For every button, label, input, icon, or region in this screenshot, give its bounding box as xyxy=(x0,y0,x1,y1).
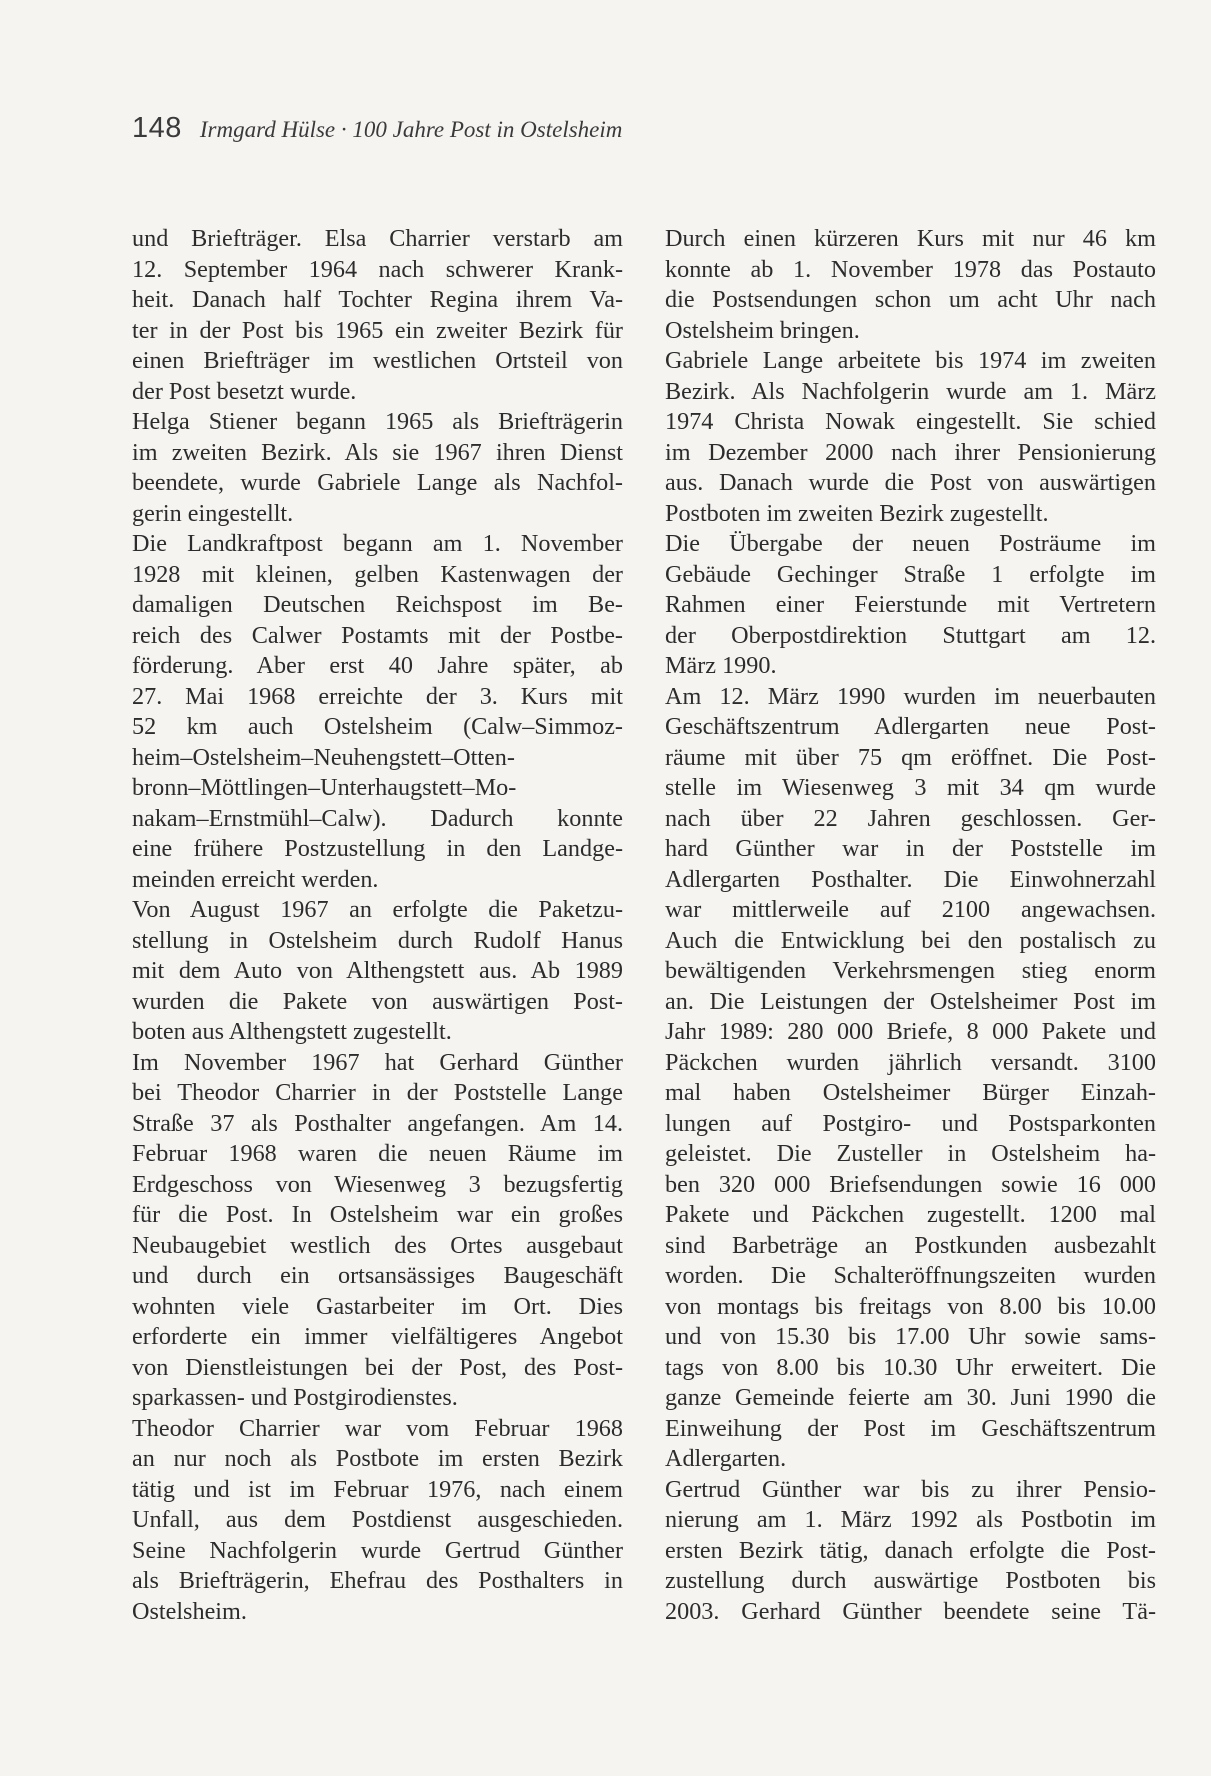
text-line: 1928 mit kleinen, gelben Kastenwagen der xyxy=(132,560,623,588)
text-line: stelle im Wiesenweg 3 mit 34 qm wurde xyxy=(665,774,1156,801)
text-line: Ostelsheim. xyxy=(132,1597,247,1625)
text-line: damaligen Deutschen Reichspost im Be- xyxy=(132,591,623,618)
text-line: meinden erreicht werden. xyxy=(132,865,379,893)
text-line: Postboten im zweiten Bezirk zugestellt. xyxy=(665,499,1049,527)
text-line: März 1990. xyxy=(665,652,777,679)
paragraph xyxy=(132,529,623,895)
text-line: Die Übergabe der neuen Posträume im xyxy=(665,530,1156,557)
text-line: mit dem Auto von Althengstett aus. Ab 1989 xyxy=(132,957,623,984)
text-line: zustellung durch auswärtige Postboten bis xyxy=(665,1567,1156,1594)
text-line: Durch einen kürzeren Kurs mit nur 46 km xyxy=(665,225,1156,252)
text-line: boten aus Althengstett zugestellt. xyxy=(132,1018,452,1045)
text-line: 2003. Gerhard Günther beendete seine Tä- xyxy=(665,1597,1156,1625)
page-header xyxy=(132,112,622,145)
text-line: 12. September 1964 nach schwerer Krank- xyxy=(132,255,623,283)
text-line: Bezirk. Als Nachfolgerin wurde am 1. März xyxy=(665,377,1156,405)
text-line: als Briefträgerin, Ehefrau des Posthalters in xyxy=(132,1567,623,1594)
text-line: von montags bis freitags von 8.00 bis 10.00 xyxy=(665,1292,1156,1320)
text-line: Am 12. März 1990 wurden im neuerbauten xyxy=(665,682,1156,710)
text-line: Adlergarten Posthalter. Die Einwohnerzahl xyxy=(665,865,1156,893)
text-line: war mittlerweile auf 2100 angewachsen. xyxy=(665,896,1156,923)
text-line: bronn–Möttlingen–Unterhaugstett–Mo- xyxy=(132,774,517,801)
text-line: Straße 37 als Posthalter angefangen. Am 14. xyxy=(132,1109,623,1137)
text-line: eine frühere Postzustellung in den Landge- xyxy=(132,835,623,862)
text-line: Die Landkraftpost begann am 1. November xyxy=(132,530,623,557)
text-line: an. Die Leistungen der Ostelsheimer Post im xyxy=(665,987,1156,1015)
text-line: erforderte ein immer vielfältigeres Angebot xyxy=(132,1323,623,1350)
text-line: Päckchen wurden jährlich versandt. 3100 xyxy=(665,1048,1156,1076)
text-line: Gebäude Gechinger Straße 1 erfolgte im xyxy=(665,560,1156,588)
text-line: nakam–Ernstmühl–Calw). Dadurch konnte xyxy=(132,804,623,832)
text-line: reich des Calwer Postamts mit der Postbe- xyxy=(132,621,623,649)
text-line: nach über 22 Jahren geschlossen. Ger- xyxy=(665,804,1156,832)
text-line: bewältigenden Verkehrsmengen stieg enorm xyxy=(665,957,1156,984)
text-line: Erdgeschoss von Wiesenweg 3 bezugsfertig xyxy=(132,1170,623,1198)
text-line: Rahmen einer Feierstunde mit Vertretern xyxy=(665,591,1156,618)
text-line: Seine Nachfolgerin wurde Gertrud Günther xyxy=(132,1536,623,1564)
text-line: nierung am 1. März 1992 als Postbotin im xyxy=(665,1506,1156,1533)
text-line: 27. Mai 1968 erreichte der 3. Kurs mit xyxy=(132,682,623,710)
text-line: und Briefträger. Elsa Charrier verstarb am xyxy=(132,225,623,252)
text-line: wurden die Pakete von auswärtigen Post- xyxy=(132,987,623,1015)
paragraph xyxy=(665,346,1156,529)
text-line: Auch die Entwicklung bei den postalisch zu xyxy=(665,926,1156,954)
text-line: der Post besetzt wurde. xyxy=(132,377,357,405)
paragraph xyxy=(665,529,1156,682)
text-line: Februar 1968 waren die neuen Räume im xyxy=(132,1140,623,1167)
text-line: gerin eingestellt. xyxy=(132,499,294,527)
text-line: worden. Die Schalteröffnungszeiten wurden xyxy=(665,1262,1156,1289)
text-line: Helga Stiener begann 1965 als Briefträgerin xyxy=(132,408,623,435)
text-line: und von 15.30 bis 17.00 Uhr sowie sams- xyxy=(665,1323,1156,1350)
paragraph xyxy=(665,682,1156,1475)
text-line: Pakete und Päckchen zugestellt. 1200 mal xyxy=(665,1201,1156,1228)
paragraph xyxy=(665,224,1156,346)
text-line: Neubaugebiet westlich des Ortes ausgebaut xyxy=(132,1231,623,1259)
text-line: wohnten viele Gastarbeiter im Ort. Dies xyxy=(132,1292,623,1320)
paragraph xyxy=(132,1414,623,1628)
text-line: ter in der Post bis 1965 ein zweiter Bezirk für xyxy=(132,316,623,344)
text-line: und durch ein ortsansässiges Baugeschäft xyxy=(132,1262,623,1289)
paragraph xyxy=(132,224,623,407)
text-line: förderung. Aber erst 40 Jahre später, ab xyxy=(132,652,623,679)
text-line: Adlergarten. xyxy=(665,1445,787,1472)
text-line: ersten Bezirk tätig, danach erfolgte die Post- xyxy=(665,1536,1156,1564)
text-line: Gabriele Lange arbeitete bis 1974 im zweiten xyxy=(665,347,1156,374)
text-line: beendete, wurde Gabriele Lange als Nachfol- xyxy=(132,469,623,496)
text-line: die Postsendungen schon um acht Uhr nach xyxy=(665,286,1156,313)
text-line: Gertrud Günther war bis zu ihrer Pensio- xyxy=(665,1475,1156,1503)
text-line: tags von 8.00 bis 10.30 Uhr erweitert. Die xyxy=(665,1353,1156,1381)
text-line: Theodor Charrier war vom Februar 1968 xyxy=(132,1414,623,1442)
text-line: Im November 1967 hat Gerhard Günther xyxy=(132,1048,623,1076)
text-line: geleistet. Die Zusteller in Ostelsheim ha- xyxy=(665,1140,1156,1167)
text-line: der Oberpostdirektion Stuttgart am 12. xyxy=(665,621,1156,649)
text-line: im Dezember 2000 nach ihrer Pensionierung xyxy=(665,438,1156,466)
text-line: lungen auf Postgiro- und Postsparkonten xyxy=(665,1109,1156,1137)
text-line: für die Post. In Ostelsheim war ein großes xyxy=(132,1201,623,1228)
text-line: Geschäftszentrum Adlergarten neue Post- xyxy=(665,713,1156,740)
left-text-column xyxy=(132,224,623,1627)
text-line: räume mit über 75 qm eröffnet. Die Post- xyxy=(665,743,1156,771)
page-number: 148 xyxy=(132,112,182,144)
text-line: sparkassen- und Postgirodienstes. xyxy=(132,1384,458,1411)
text-line: von Dienstleistungen bei der Post, des Post- xyxy=(132,1353,623,1381)
paragraph xyxy=(665,1475,1156,1628)
paragraph xyxy=(132,895,623,1048)
text-line: 1974 Christa Nowak eingestellt. Sie schied xyxy=(665,408,1156,435)
text-line: tätig und ist im Februar 1976, nach einem xyxy=(132,1475,623,1503)
text-line: Einweihung der Post im Geschäftszentrum xyxy=(665,1414,1156,1442)
text-line: aus. Danach wurde die Post von auswärtigen xyxy=(665,469,1156,496)
text-line: im zweiten Bezirk. Als sie 1967 ihren Dienst xyxy=(132,438,623,466)
paragraph xyxy=(132,1048,623,1414)
text-line: bei Theodor Charrier in der Poststelle Lange xyxy=(132,1079,623,1106)
text-line: Jahr 1989: 280 000 Briefe, 8 000 Pakete und xyxy=(665,1018,1156,1045)
text-line: an nur noch als Postbote im ersten Bezirk xyxy=(132,1445,623,1472)
text-line: heit. Danach half Tochter Regina ihrem Va- xyxy=(132,286,623,313)
paragraph xyxy=(132,407,623,529)
text-line: einen Briefträger im westlichen Ortsteil von xyxy=(132,347,623,374)
text-line: stellung in Ostelsheim durch Rudolf Hanus xyxy=(132,926,623,954)
text-line: sind Barbeträge an Postkunden ausbezahlt xyxy=(665,1231,1156,1259)
text-line: Von August 1967 an erfolgte die Paketzu- xyxy=(132,896,623,923)
right-text-column xyxy=(665,224,1156,1627)
text-line: mal haben Ostelsheimer Bürger Einzah- xyxy=(665,1079,1156,1106)
text-line: 52 km auch Ostelsheim (Calw–Simmoz- xyxy=(132,713,623,740)
text-line: ganze Gemeinde feierte am 30. Juni 1990 die xyxy=(665,1384,1156,1411)
running-title: Irmgard Hülse · 100 Jahre Post in Ostelsheim xyxy=(199,117,623,142)
text-line: konnte ab 1. November 1978 das Postauto xyxy=(665,255,1156,283)
text-line: ben 320 000 Briefsendungen sowie 16 000 xyxy=(665,1170,1156,1198)
text-line: Unfall, aus dem Postdienst ausgeschieden. xyxy=(132,1506,623,1533)
text-line: Ostelsheim bringen. xyxy=(665,316,860,344)
text-line: hard Günther war in der Poststelle im xyxy=(665,835,1156,862)
text-line: heim–Ostelsheim–Neuhengstett–Otten- xyxy=(132,743,515,771)
